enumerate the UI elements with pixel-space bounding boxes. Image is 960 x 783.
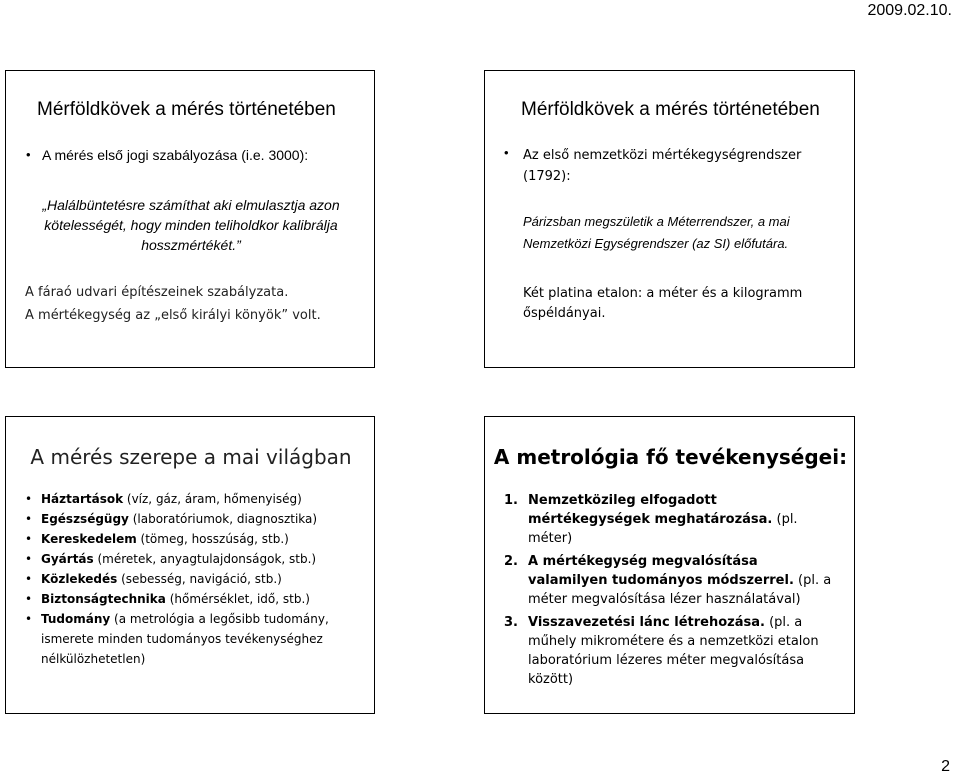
- item-bold: Háztartások: [41, 492, 124, 506]
- slide-role-of-measurement: [5, 416, 375, 714]
- list-item: [25, 569, 365, 589]
- bullet-icon: •: [25, 612, 33, 626]
- item-bold: Gyártás: [41, 552, 94, 566]
- item-bold: Visszavezetési lánc létrehozása.: [528, 615, 765, 630]
- item-bold: Tudomány: [41, 612, 111, 626]
- paragraph: A fáraó udvari építészeinek szabályzata.: [25, 285, 289, 300]
- bullet-icon: •: [25, 512, 33, 526]
- list-item: [504, 491, 834, 548]
- page-date: 2009.02.10.: [867, 2, 952, 19]
- bullet-icon: •: [25, 552, 33, 566]
- bullet-icon: •: [25, 532, 33, 546]
- quote-text: „Halálbüntetésre számíthat aki elmulasztja azon kötelességét, hogy minden teliholdkor kalibrálja hosszmértékét.”: [42, 197, 340, 253]
- item-rest: (pl. a méter megvalósítása lézer használatával): [528, 573, 832, 607]
- paragraph: Két platina etalon: a méter és a kilogramm őspéldányai.: [523, 286, 803, 321]
- bullet-text: A mérés első jogi szabályozása (i.e. 3000):: [42, 147, 309, 163]
- item-rest: (pl. méter): [528, 512, 798, 546]
- item-rest: (méretek, anyagtulajdonságok, stb.): [93, 552, 317, 566]
- item-bold: Biztonságtechnika: [41, 592, 166, 606]
- slide-milestones-2: [484, 70, 855, 368]
- slide-milestones-1: [5, 70, 375, 368]
- item-number: 2.: [504, 554, 518, 569]
- bullet-list: [25, 489, 365, 669]
- list-item: [25, 589, 365, 609]
- bullet-icon: •: [25, 592, 33, 606]
- bullet-icon: •: [25, 492, 33, 506]
- item-bold: Közlekedés: [41, 572, 118, 586]
- list-item: [25, 549, 365, 569]
- item-rest: (hőmérséklet, idő, stb.): [165, 592, 310, 606]
- slide-title: A metrológia fő tevékenységei:: [493, 445, 848, 469]
- bullet-text: Az első nemzetközi mértékegységrendszer (1792):: [523, 148, 802, 184]
- item-bold: Nemzetközileg elfogadott mértékegységek meghatározása.: [528, 493, 773, 527]
- list-item: [25, 609, 365, 669]
- item-rest: (a metrológia a legősibb tudomány, ismerete minden tudományos tevékenységhez nélkülözhetetlen): [41, 612, 329, 666]
- numbered-list: [504, 491, 834, 693]
- slide-metrology-activities: [484, 416, 855, 714]
- slide-title: A mérés szerepe a mai világban: [30, 445, 352, 469]
- item-bold: Egészségügy: [41, 512, 129, 526]
- bullet-icon: •: [504, 145, 509, 160]
- item-rest: (víz, gáz, áram, hőmenyiség): [123, 492, 302, 506]
- item-number: 3.: [504, 615, 518, 630]
- item-rest: (sebesség, navigáció, stb.): [117, 572, 282, 586]
- list-item: [25, 489, 365, 509]
- list-item: [504, 613, 834, 689]
- item-rest: (pl. a műhely mikrométere és a nemzetközi etalon laboratórium lézeres méter megvalósítása között): [528, 615, 819, 687]
- bullet-icon: •: [26, 147, 31, 162]
- item-rest: (laboratóriumok, diagnosztika): [128, 512, 318, 526]
- list-item: [25, 529, 365, 549]
- item-bold: Kereskedelem: [41, 532, 137, 546]
- bullet-icon: •: [25, 572, 33, 586]
- page-number: 2: [941, 758, 950, 775]
- item-rest: (tömeg, hosszúság, stb.): [136, 532, 289, 546]
- slide-title: Mérföldkövek a mérés történetében: [521, 99, 820, 120]
- slide-title: Mérföldkövek a mérés történetében: [37, 99, 336, 120]
- item-bold: A mértékegység megvalósítása valamilyen tudományos módszerrel.: [528, 554, 794, 588]
- paragraph: A mértékegység az „első királyi könyök” volt.: [25, 308, 321, 323]
- item-number: 1.: [504, 493, 518, 508]
- list-item: [25, 509, 365, 529]
- list-item: [504, 552, 834, 609]
- italic-text: Párizsban megszületik a Méterrendszer, a mai Nemzetközi Egységrendszer (az SI) előfutára.: [523, 214, 790, 251]
